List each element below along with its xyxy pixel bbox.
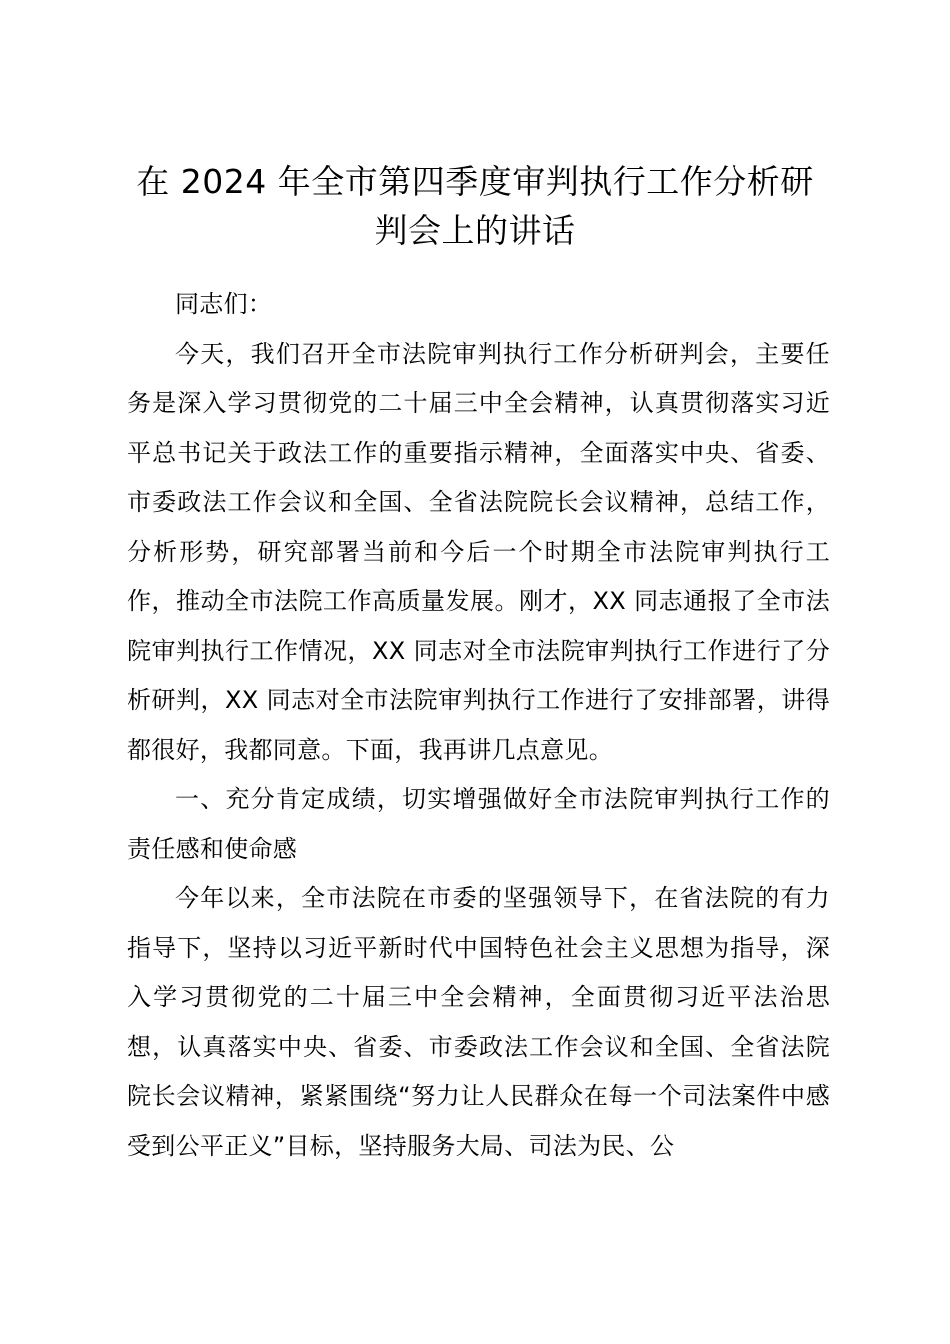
document-body — [127, 280, 830, 1171]
section-heading-1: 一、充分肯定成绩，切实增强做好全市法院审判执行工作的责任感和使命感 — [127, 785, 830, 863]
document-title: 在 2024 年全市第四季度审判执行工作分析研判会上的讲话 — [136, 162, 814, 250]
paragraph-achievements: 今年以来，全市法院在市委的坚强领导下，在省法院的有力指导下，坚持以习近平新时代中国特色社会主义思想为指导，深入学习贯彻党的二十届三中全会精神，全面贯彻习近平法治思想，认真落实中央、省委、市委政法工作会议和全国、全省法院院长会议精神，紧紧围绕“努力让人民群众在每一个司法案件中感受到公平正义”目标，坚持服务大局、司法为民、公 — [127, 884, 830, 1160]
paragraph-opening: 今天，我们召开全市法院审判执行工作分析研判会，主要任务是深入学习贯彻党的二十届三中全会精神，认真贯彻落实习近平总书记关于政法工作的重要指示精神，全面落实中央、省委、市委政法工作会议和全国、全省法院院长会议精神，总结工作，分析形势，研究部署当前和今后一个时期全市法院审判执行工作，推动全市法院工作高质量发展。刚才，XX 同志通报了全市法院审判执行工作情况，XX 同志对全市法院审判执行工作进行了分析研判，XX 同志对全市法院审判执行工作进行了安排部署，讲得都很好，我都同意。下面，我再讲几点意见。 — [127, 339, 830, 764]
salutation: 同志们： — [175, 290, 273, 318]
